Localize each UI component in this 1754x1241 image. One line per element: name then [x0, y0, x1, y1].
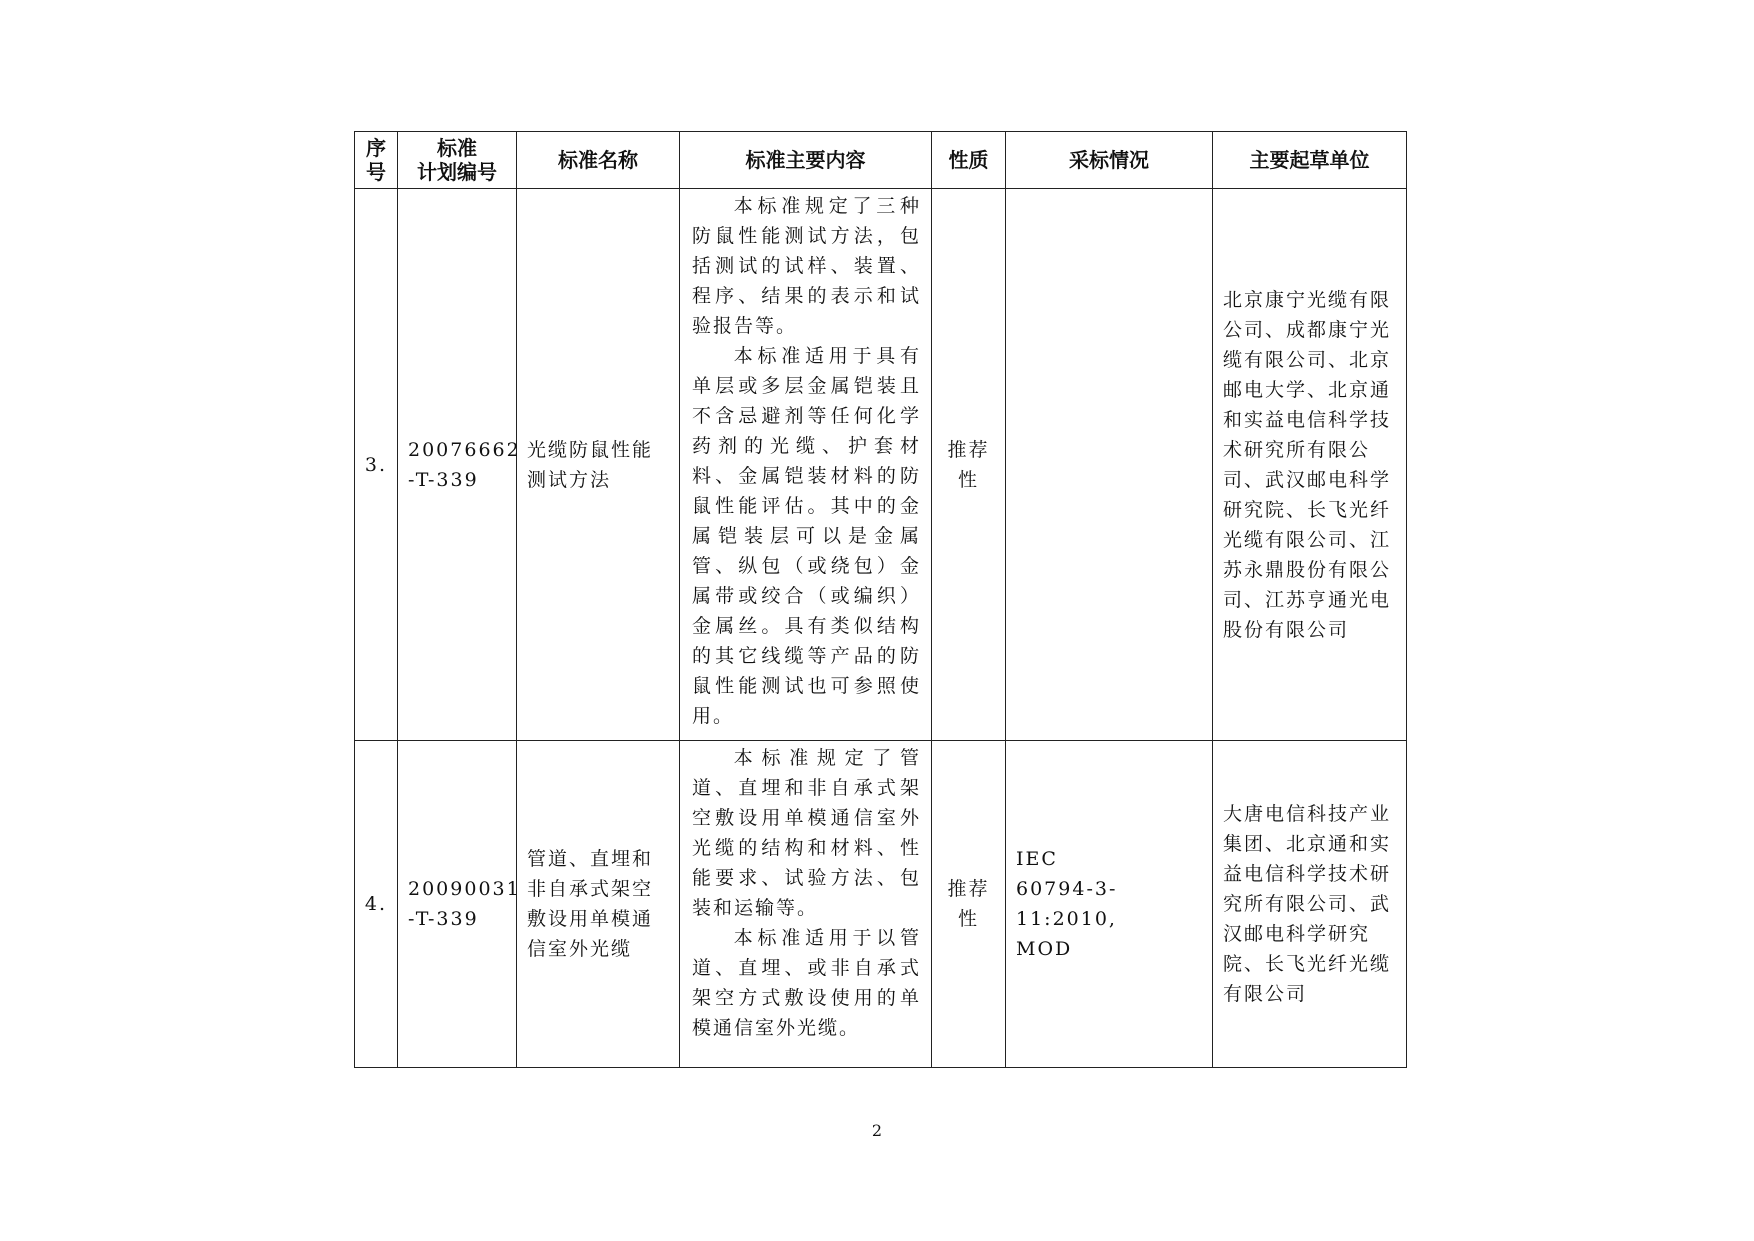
header-row — [355, 132, 1407, 189]
header-plan-no — [398, 132, 517, 189]
row-adoption — [1006, 189, 1213, 741]
row-drafting-units: 大唐电信科技产业集团、北京通和实益电信科学技术研究所有限公司、武汉邮电科学研究院、长飞光纤光缆有限公司 — [1213, 741, 1407, 1068]
table-row — [355, 741, 1407, 1068]
content-paragraph: 本标准适用于以管道、直埋、或非自承式架空方式敷设使用的单模通信室外光缆。 — [692, 927, 921, 1039]
row-nature: 推荐性 — [932, 189, 1006, 741]
header-name: 标准名称 — [517, 132, 680, 189]
table-row — [355, 189, 1407, 741]
header-drafting-units: 主要起草单位 — [1213, 132, 1407, 189]
row-content — [680, 189, 932, 741]
row-plan-no — [398, 741, 521, 1068]
header-seq-line1: 序 — [366, 136, 386, 160]
page-number: 2 — [871, 1121, 883, 1140]
row-standard-name: 管道、直埋和非自承式架空敷设用单模通信室外光缆 — [517, 741, 680, 1068]
row-plan-no-line2: -T-339 — [408, 468, 479, 491]
header-seq-line2: 号 — [366, 160, 386, 184]
row-standard-name: 光缆防鼠性能测试方法 — [517, 189, 680, 741]
row-nature: 推荐性 — [932, 741, 1006, 1068]
content-paragraph: 本标准规定了三种防鼠性能测试方法，包括测试的试样、装置、程序、结果的表示和试验报告等。 — [692, 195, 921, 337]
header-seq — [355, 132, 398, 189]
row-adoption — [1006, 741, 1213, 1068]
row-seq: 3. — [355, 189, 398, 741]
row-drafting-units: 北京康宁光缆有限公司、成都康宁光缆有限公司、北京邮电大学、北京通和实益电信科学技术研究所有限公司、武汉邮电科学研究院、长飞光纤光缆有限公司、江苏永鼎股份有限公司、江苏亨通光电股份有限公司 — [1213, 189, 1407, 741]
content-paragraph: 本标准适用于具有单层或多层金属铠装且不含忌避剂等任何化学药剂的光缆、护套材料、金属铠装材料的防鼠性能评估。其中的金属铠装层可以是金属管、纵包（或绕包）金属带或绞合（或编织）金属丝。具有类似结构的其它线缆等产品的防鼠性能测试也可参照使用。 — [692, 345, 921, 727]
header-plan-no-line1: 标准 — [437, 136, 477, 160]
content-paragraph: 本标准规定了管道、直埋和非自承式架空敷设用单模通信室外光缆的结构和材料、性能要求、试验方法、包装和运输等。 — [692, 747, 921, 919]
header-plan-no-line2: 计划编号 — [417, 160, 497, 184]
row-plan-no-line1: 20090031 — [408, 878, 521, 900]
header-content: 标准主要内容 — [680, 132, 932, 189]
row-plan-no-line2: -T-339 — [408, 908, 479, 930]
row-content — [680, 741, 932, 1068]
row-plan-no-line1: 20076662 — [408, 438, 521, 461]
row-seq: 4. — [355, 741, 398, 1068]
header-nature: 性质 — [932, 132, 1006, 189]
adoption-line: MOD — [1016, 938, 1073, 960]
standards-table — [354, 131, 1407, 1068]
adoption-line: IEC — [1016, 848, 1058, 870]
header-adoption: 采标情况 — [1006, 132, 1213, 189]
row-plan-no — [398, 189, 521, 741]
adoption-line: 60794-3-11:2010, — [1016, 878, 1118, 930]
